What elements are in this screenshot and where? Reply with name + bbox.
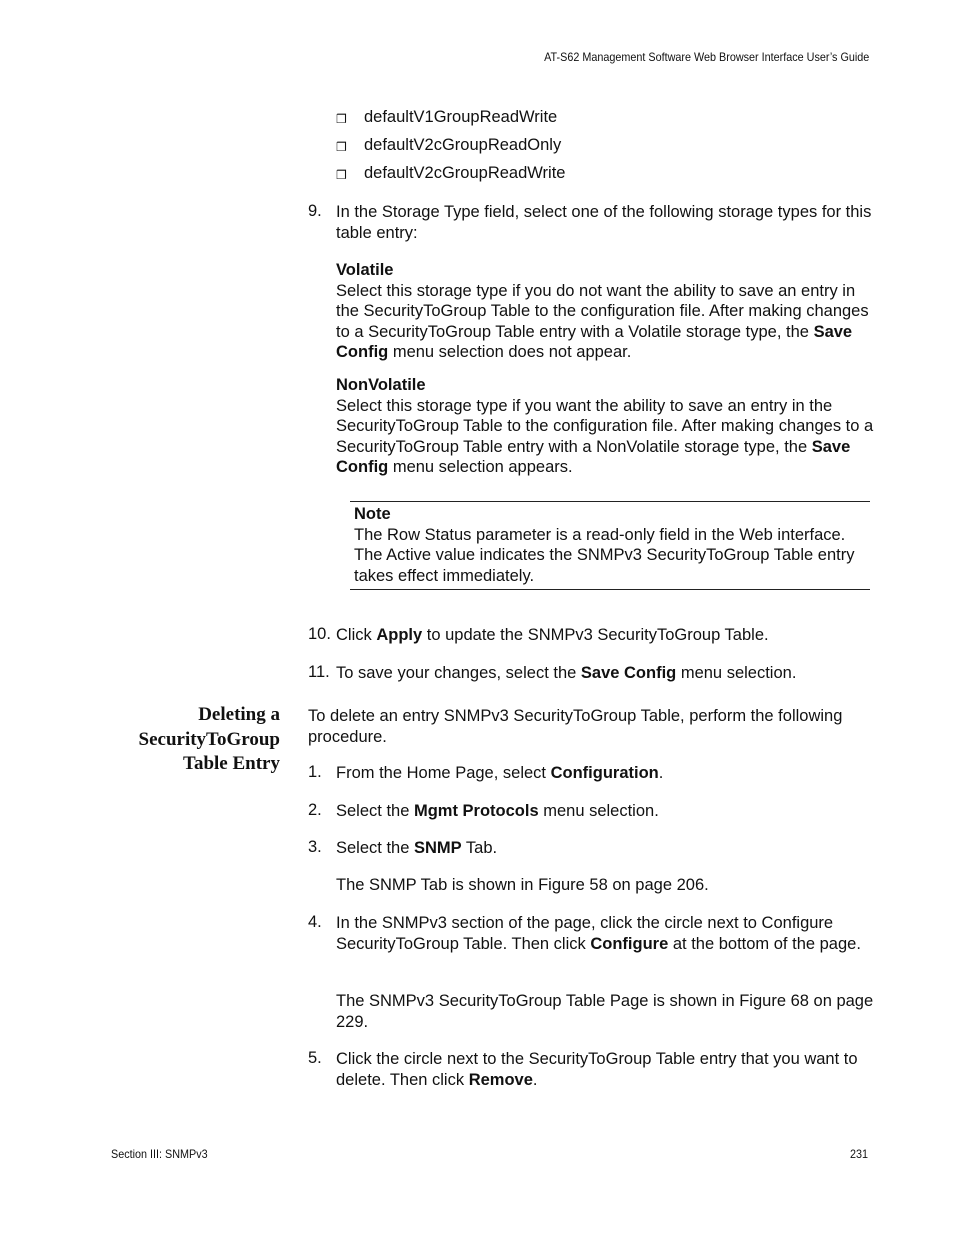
step-note: The SNMP Tab is shown in Figure 58 on page 206. [336,876,709,894]
step-number: 5. [308,1049,322,1067]
step-text: Click the circle next to the SecurityToGroup Table entry that you want to delete. Then click Remove. [336,1050,858,1089]
section-intro: To delete an entry SNMPv3 SecurityToGroup Table, perform the following procedure. [308,707,843,746]
note-top-rule [350,501,870,502]
footer-section: Section III: SNMPv3 [111,1147,208,1161]
nonvolatile-description: Select this storage type if you want the ability to save an entry in the SecurityToGroup Table to the configuration file. After making changes to a SecurityToGroup Table entry with a NonVolatile storage type, the Save Config menu selection appears. [336,396,874,476]
step-number: 1. [308,763,322,781]
step-number: 2. [308,801,322,819]
note-box [354,504,870,586]
volatile-title: Volatile [336,261,394,279]
checkbox-bullet-icon: ❒ [336,140,347,154]
bullet-item: defaultV2cGroupReadWrite [364,164,566,182]
checkbox-bullet-icon: ❒ [336,112,347,126]
volatile-option [336,260,876,363]
checkbox-bullet-icon: ❒ [336,168,347,182]
step-number: 3. [308,838,322,856]
nonvolatile-option [336,375,876,478]
note-title: Note [354,505,391,523]
step-text: Select the SNMP Tab. [336,839,498,857]
bullet-item: defaultV1GroupReadWrite [364,108,558,126]
step-number: 10. [308,625,331,643]
step-note: The SNMPv3 SecurityToGroup Table Page is shown in Figure 68 on page 229. [336,992,874,1031]
volatile-description: Select this storage type if you do not want the ability to save an entry in the SecurityToGroup Table to the configuration file. After making changes to a SecurityToGroup Table entry with a Volatile storage type, the Save Config menu selection does not appear. [336,281,869,361]
note-bottom-rule [350,589,870,590]
step-number: 4. [308,913,322,931]
step-text: In the SNMPv3 section of the page, click the circle next to Configure SecurityToGroup Table. Then click Configure at the bottom of the page. [336,914,861,953]
step-number: 11. [308,663,330,681]
step-text: To save your changes, select the Save Config menu selection. [336,664,797,682]
section-heading: Deleting a SecurityToGroup Table Entry [138,704,280,774]
step-text: In the Storage Type field, select one of the following storage types for this table entry: [336,203,872,242]
step-text: Select the Mgmt Protocols menu selection. [336,802,659,820]
step-text: From the Home Page, select Configuration. [336,764,664,782]
step-text: Click Apply to update the SNMPv3 SecurityToGroup Table. [336,626,769,644]
running-header: AT-S62 Management Software Web Browser Interface User’s Guide [543,50,869,64]
note-text: The Row Status parameter is a read-only field in the Web interface. The Active value indicates the SNMPv3 SecurityToGroup Table entry takes effect immediately. [354,525,855,585]
bullet-item: defaultV2cGroupReadOnly [364,136,562,154]
nonvolatile-title: NonVolatile [336,376,426,394]
page-number: 231 [849,1147,868,1161]
step-number: 9. [308,202,322,220]
